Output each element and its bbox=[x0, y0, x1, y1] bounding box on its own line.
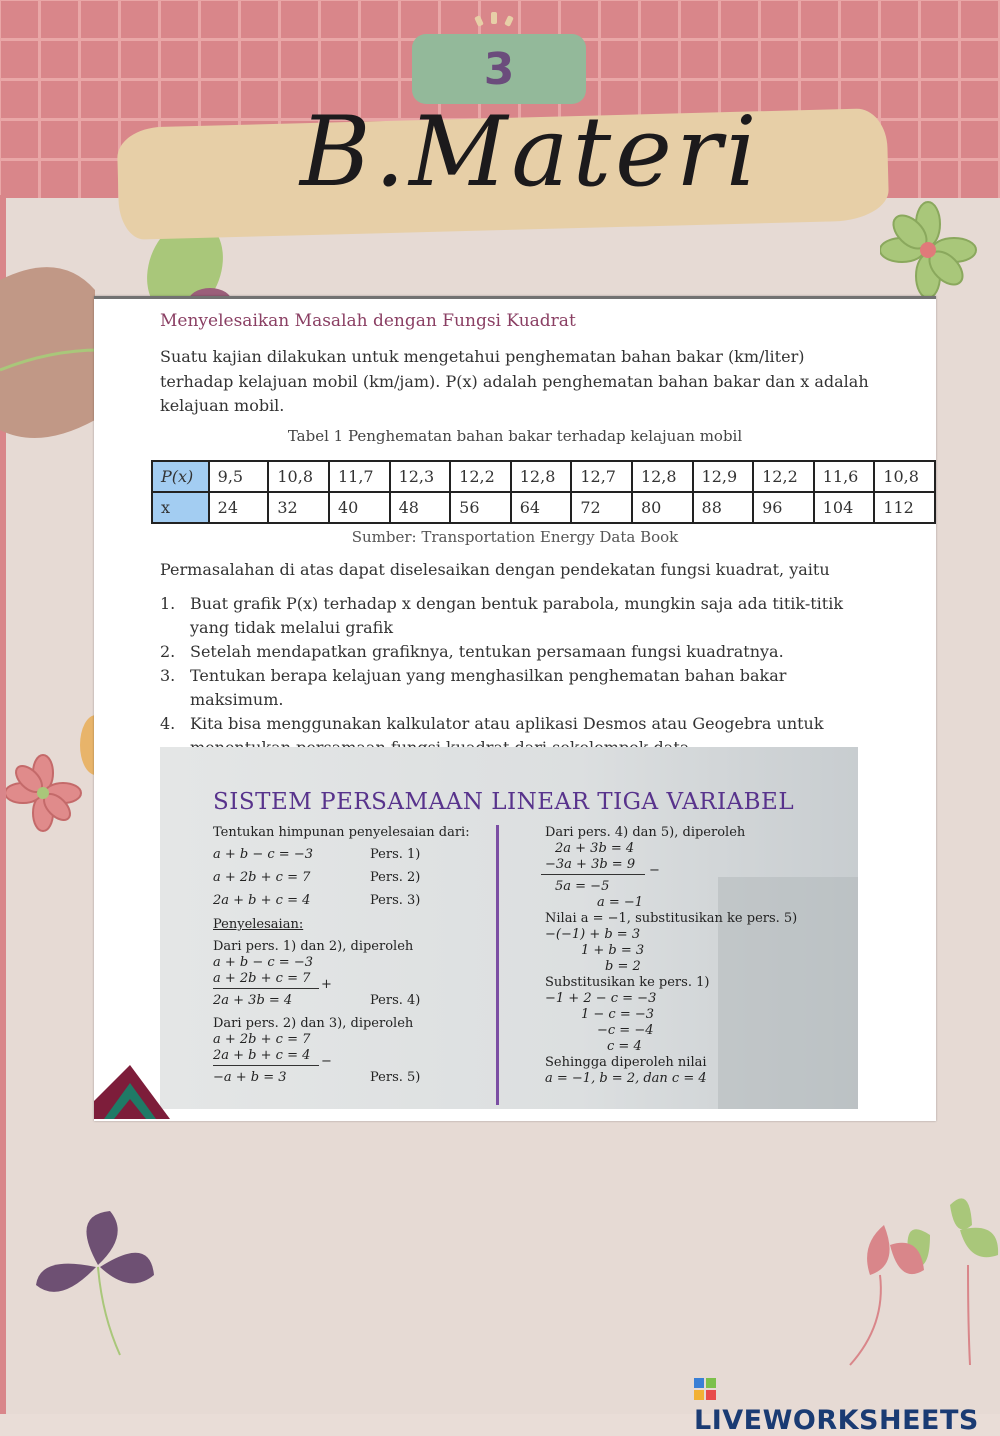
table-cell: 12,2 bbox=[753, 461, 814, 492]
spl-operator: − bbox=[649, 863, 660, 878]
spl-equation: 2a + 3b = 4 bbox=[555, 841, 635, 856]
table-cell: 11,6 bbox=[814, 461, 875, 492]
table-cell: 104 bbox=[814, 492, 875, 523]
table-cell: 11,7 bbox=[329, 461, 390, 492]
list-text: Tentukan berapa kelajuan yang menghasilkan penghematan bahan bakar maksimum. bbox=[190, 666, 787, 709]
section-title: Menyelesaikan Masalah dengan Fungsi Kuadrat bbox=[160, 311, 576, 331]
spl-text: Tentukan himpunan penyelesaian dari: bbox=[213, 825, 470, 840]
spl-label: Pers. 1) bbox=[370, 847, 421, 862]
clover-decoration bbox=[30, 1205, 170, 1365]
spl-right-column bbox=[545, 825, 845, 1105]
spl-operator: + bbox=[321, 977, 332, 992]
spl-label: Pers. 4) bbox=[370, 993, 421, 1008]
sparkle-icon bbox=[470, 8, 520, 30]
list-item bbox=[160, 592, 880, 640]
spl-text: Dari pers. 1) dan 2), diperoleh bbox=[213, 939, 414, 954]
table-cell: 12,9 bbox=[693, 461, 754, 492]
list-text: Setelah mendapatkan grafiknya, tentukan persamaan fungsi kuadratnya. bbox=[190, 642, 784, 661]
table-cell: 64 bbox=[511, 492, 572, 523]
spl-text: Sehingga diperoleh nilai bbox=[545, 1055, 707, 1070]
spl-equation: 2a + b + c = 4 bbox=[213, 1048, 311, 1063]
data-table bbox=[151, 460, 936, 524]
spl-equation: a = −1, b = 2, dan c = 4 bbox=[545, 1071, 707, 1086]
spl-text: Penyelesaian: bbox=[213, 917, 304, 932]
page-title: B.Materi bbox=[300, 96, 761, 208]
spl-equation: b = 2 bbox=[605, 959, 641, 974]
table-cell: 32 bbox=[268, 492, 329, 523]
spl-equation: 1 − c = −3 bbox=[581, 1007, 655, 1022]
table-cell: 40 bbox=[329, 492, 390, 523]
table-cell: 9,5 bbox=[209, 461, 269, 492]
table-cell: 12,3 bbox=[390, 461, 451, 492]
spl-equation: 2a + b + c = 4 bbox=[213, 893, 311, 908]
table-cell: 12,8 bbox=[632, 461, 693, 492]
spl-equation: a + b − c = −3 bbox=[213, 847, 313, 862]
clover-decoration bbox=[840, 1185, 1000, 1375]
spl-text: Nilai a = −1, substitusikan ke pers. 5) bbox=[545, 911, 798, 926]
material-card bbox=[94, 296, 936, 1121]
spl-equation: a + 2b + c = 7 bbox=[213, 870, 311, 885]
table-row-header: x bbox=[152, 492, 209, 523]
list-number: 4. bbox=[160, 714, 176, 733]
table-row bbox=[152, 492, 935, 523]
table-row bbox=[152, 461, 935, 492]
spl-equation: a + b − c = −3 bbox=[213, 955, 313, 970]
table-caption: Tabel 1 Penghematan bahan bakar terhadap kelajuan mobil bbox=[287, 427, 743, 445]
spl-equation: c = 4 bbox=[607, 1039, 642, 1054]
spl-equation: −a + b = 3 bbox=[213, 1070, 287, 1085]
table-cell: 24 bbox=[209, 492, 269, 523]
list-item bbox=[160, 640, 880, 664]
table-cell: 96 bbox=[753, 492, 814, 523]
list-item bbox=[160, 664, 880, 712]
table-cell: 12,8 bbox=[511, 461, 572, 492]
flower-icon bbox=[6, 705, 106, 840]
spl-equation: a + 2b + c = 7 bbox=[213, 1032, 311, 1047]
table-source: Sumber: Transportation Energy Data Book bbox=[351, 528, 679, 546]
spl-label: Pers. 5) bbox=[370, 1070, 421, 1085]
corner-pattern-decoration bbox=[94, 1061, 174, 1119]
liveworksheets-logo-icon bbox=[694, 1378, 716, 1400]
spl-label: Pers. 2) bbox=[370, 870, 421, 885]
spl-text: Dari pers. 4) dan 5), diperoleh bbox=[545, 825, 746, 840]
chapter-number-badge: 3 bbox=[412, 34, 586, 104]
table-cell: 10,8 bbox=[268, 461, 329, 492]
spl-left-column bbox=[213, 825, 493, 1105]
table-row-header: P(x) bbox=[152, 461, 209, 492]
spl-equation: 5a = −5 bbox=[555, 879, 610, 894]
list-text: Buat grafik P(x) terhadap x dengan bentuk parabola, mungkin saja ada titik-titik yang tidak melalui grafik bbox=[190, 594, 844, 637]
spl-text: Substitusikan ke pers. 1) bbox=[545, 975, 710, 990]
sum-line bbox=[213, 1065, 319, 1066]
flower-icon bbox=[880, 200, 980, 300]
intro-paragraph: Suatu kajian dilakukan untuk mengetahui penghematan bahan bakar (km/liter) terhadap kelajuan mobil (km/jam). P(x) adalah penghematan bahan bakar dan x adalah kelajuan mobil. bbox=[160, 347, 869, 415]
problem-intro: Permasalahan di atas dapat diselesaikan dengan pendekatan fungsi kuadrat, yaitu bbox=[160, 560, 830, 579]
table-cell: 10,8 bbox=[874, 461, 935, 492]
spl-equation: −1 + 2 − c = −3 bbox=[545, 991, 657, 1006]
spl-equation: a = −1 bbox=[597, 895, 644, 910]
table-cell: 72 bbox=[571, 492, 632, 523]
spl-operator: − bbox=[321, 1054, 332, 1069]
spl-image-panel bbox=[160, 747, 858, 1109]
list-number: 3. bbox=[160, 666, 176, 685]
table-cell: 112 bbox=[874, 492, 935, 523]
spl-title: SISTEM PERSAMAAN LINEAR TIGA VARIABEL bbox=[213, 789, 795, 815]
spl-equation: −(−1) + b = 3 bbox=[545, 927, 641, 942]
table-cell: 88 bbox=[693, 492, 754, 523]
sum-line bbox=[541, 874, 645, 875]
spl-text: Dari pers. 2) dan 3), diperoleh bbox=[213, 1016, 414, 1031]
list-text: Kita bisa menggunakan kalkulator atau aplikasi Desmos atau Geogebra untuk bbox=[190, 714, 824, 733]
table-cell: 56 bbox=[450, 492, 511, 523]
spl-equation: −c = −4 bbox=[597, 1023, 654, 1038]
list-number: 2. bbox=[160, 642, 176, 661]
list-number: 1. bbox=[160, 594, 176, 613]
table-cell: 12,7 bbox=[571, 461, 632, 492]
spl-equation: −3a + 3b = 9 bbox=[545, 857, 636, 872]
spl-equation: 1 + b = 3 bbox=[581, 943, 645, 958]
steps-list bbox=[160, 592, 880, 760]
watermark-text: LIVEWORKSHEETS bbox=[694, 1405, 979, 1436]
spl-equation: 2a + 3b = 4 bbox=[213, 993, 293, 1008]
table-cell: 12,2 bbox=[450, 461, 511, 492]
liveworksheets-logo bbox=[694, 1374, 1000, 1436]
spl-label: Pers. 3) bbox=[370, 893, 421, 908]
column-divider bbox=[496, 825, 499, 1105]
sum-line bbox=[213, 988, 319, 989]
table-cell: 80 bbox=[632, 492, 693, 523]
table-cell: 48 bbox=[390, 492, 451, 523]
spl-equation: a + 2b + c = 7 bbox=[213, 971, 311, 986]
